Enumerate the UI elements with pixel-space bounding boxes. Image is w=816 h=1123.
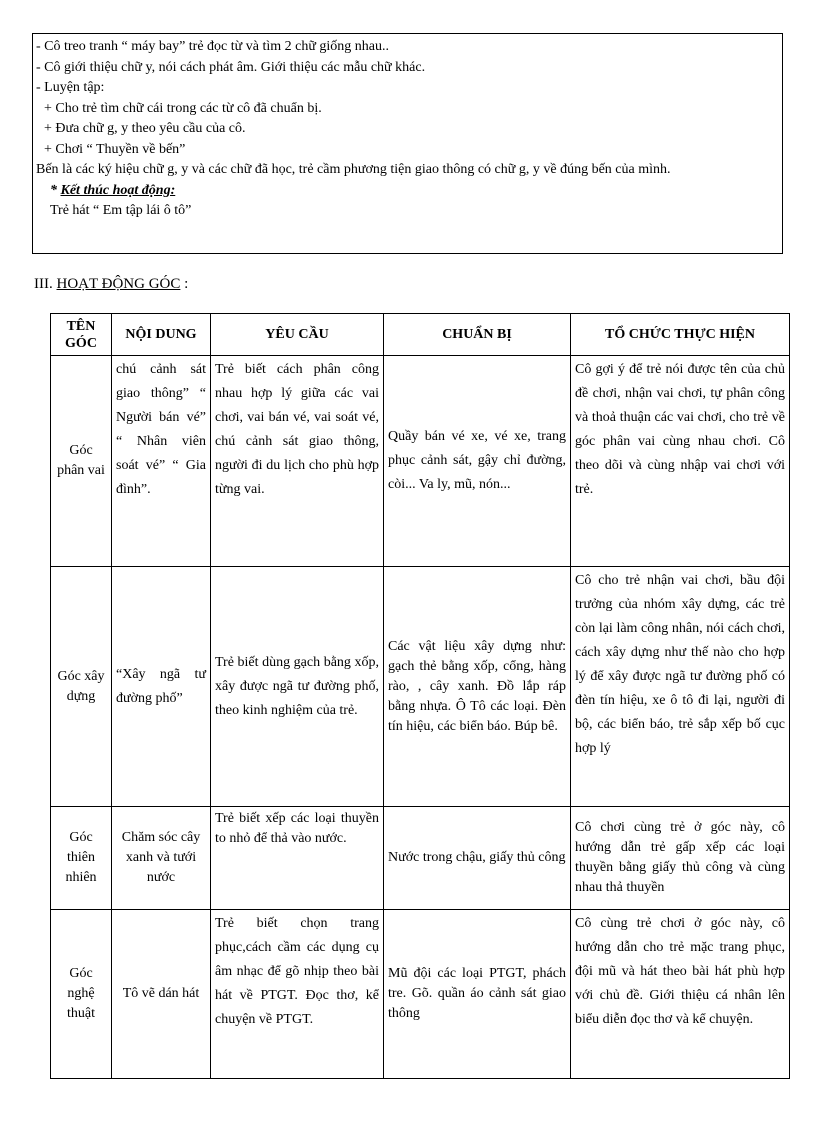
- table-row: [51, 910, 790, 1079]
- activity-end-line: Trẻ hát “ Em tập lái ô tô”: [50, 203, 192, 218]
- activity-line: + Đưa chữ g, y theo yêu cầu của cô.: [44, 121, 246, 136]
- table-row: [51, 567, 790, 807]
- corner-preparation: Các vật liệu xây dựng như: gạch thẻ bằng xốp, cổng, hàng rào, , cây xanh. Đồ lắp ráp bằng nhựa. Ô Tô các loại. Đèn tín hiệu, các biển báo. Búp bê.: [384, 567, 571, 807]
- corner-requirement: Trẻ biết xếp các loại thuyền to nhỏ để thả vào nước.: [211, 807, 384, 910]
- section-title: HOẠT ĐỘNG GÓC: [56, 276, 181, 292]
- corner-preparation: Nước trong chậu, giấy thủ công: [384, 807, 571, 910]
- header-chuan-bi: CHUẨN BỊ: [384, 314, 571, 356]
- activity-line: + Cho trẻ tìm chữ cái trong các từ cô đã chuẩn bị.: [44, 100, 322, 116]
- activity-end-heading: [36, 181, 782, 202]
- activity-line: - Cô treo tranh “ máy bay” trẻ đọc từ và tìm 2 chữ giống nhau..: [36, 39, 390, 54]
- corner-content: chú cảnh sát giao thông” “ Người bán vé” “ Nhân viên soát vé” “ Gia đình”.: [112, 356, 211, 567]
- table-header-row: [51, 314, 790, 356]
- corner-requirement: Trẻ biết chọn trang phục,cách cầm các dụng cụ âm nhạc để gõ nhịp theo bài hát về PTGT. Đọc thơ, kể chuyện về PTGT.: [211, 910, 384, 1079]
- section-number: III.: [34, 276, 53, 292]
- corner-activities-table: [50, 313, 790, 1079]
- activity-line: - Luyện tập:: [36, 80, 105, 95]
- corner-preparation: Mũ đội các loại PTGT, phách tre. Gõ. quần áo cảnh sát giao thông: [384, 910, 571, 1079]
- table-row: [51, 356, 790, 567]
- header-to-chuc: TỔ CHỨC THỰC HIỆN: [571, 314, 790, 356]
- corner-content: Tô vẽ dán hát: [112, 910, 211, 1079]
- corner-organization: Cô gợi ý để trẻ nói được tên của chủ đề chơi, nhận vai chơi, tự phân công và thoả thuận các vai chơi, cho trẻ về góc phân vai cùng nhau chơi. Cô theo dõi và cùng nhập vai chơi với trẻ.: [571, 356, 790, 567]
- corner-content: Chăm sóc cây xanh và tưới nước: [112, 807, 211, 910]
- corner-content: “Xây ngã tư đường phố”: [112, 567, 211, 807]
- corner-name: Góc nghệ thuật: [51, 910, 112, 1079]
- section-suffix: :: [180, 276, 189, 292]
- corner-name: Góc phân vai: [51, 356, 112, 567]
- corner-name: Góc thiên nhiên: [51, 807, 112, 910]
- activity-line: Bến là các ký hiệu chữ g, y và các chữ đã học, trẻ cầm phương tiện giao thông có chữ g, y về đúng bến của mình.: [36, 162, 671, 177]
- corner-preparation: Quầy bán vé xe, vé xe, trang phục cảnh sát, gậy chỉ đường, còi... Va ly, mũ, nón...: [384, 356, 571, 567]
- corner-organization: Cô chơi cùng trẻ ở góc này, cô hướng dẫn trẻ gấp xếp các loại thuyền bằng giấy thủ công và cùng nhau thả thuyền: [571, 807, 790, 910]
- corner-name: Góc xây dựng: [51, 567, 112, 807]
- activity-line: + Chơi “ Thuyền về bến”: [44, 141, 186, 157]
- header-yeu-cau: YÊU CẦU: [211, 314, 384, 356]
- corner-organization: Cô cùng trẻ chơi ở góc này, cô hướng dẫn cho trẻ mặc trang phục, đội mũ và hát theo bài hát phù hợp với chủ đề. Giới thiệu cá nhân lên biểu diễn đọc thơ và kể chuyện.: [571, 910, 790, 1079]
- header-noi-dung: NỘI DUNG: [112, 314, 211, 356]
- corner-organization: Cô cho trẻ nhận vai chơi, bầu đội trưởng của nhóm xây dựng, các trẻ còn lại làm công nhân, nói cách chơi, cách xây dựng như thế nào cho hợp lý để xây được ngã tư đường phố có đèn tín hiệu, xe ô tô đi lại, người đi bộ, các biển báo, trẻ sắp xếp bố cục hợp lý: [571, 567, 790, 807]
- activity-end-prefix: *: [50, 182, 61, 198]
- activity-line: - Cô giới thiệu chữ y, nói cách phát âm. Giới thiệu các mẫu chữ khác.: [36, 59, 426, 75]
- section-heading: [34, 276, 188, 293]
- corner-requirement: Trẻ biết cách phân công nhau hợp lý giữa các vai chơi, vai bán vé, vai soát vé, chú cảnh sát giao thông, người đi du lịch cho phù hợp từng vai.: [211, 356, 384, 567]
- activity-box: [32, 33, 783, 254]
- table-row: [51, 807, 790, 910]
- activity-end-title: Kết thúc hoạt động:: [60, 182, 176, 198]
- header-ten-goc: TÊN GÓC: [51, 314, 112, 356]
- corner-requirement: Trẻ biết dùng gạch bằng xốp, xây được ngã tư đường phố, theo kinh nghiệm của trẻ.: [211, 567, 384, 807]
